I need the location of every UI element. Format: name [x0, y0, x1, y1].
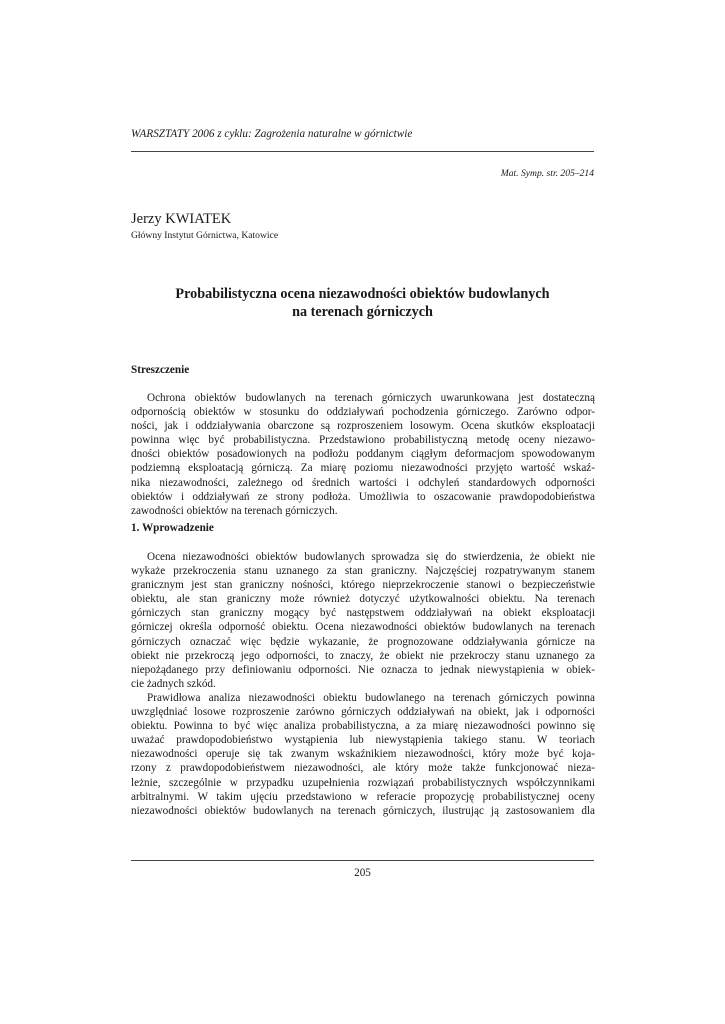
author-name: Jerzy KWIATEK — [131, 211, 232, 227]
title-line-2: na terenach górniczych — [292, 303, 433, 320]
footer-rule — [131, 860, 594, 861]
page-range-reference: Mat. Symp. str. 205–214 — [500, 168, 594, 179]
text-line: obiektów i oddziaływań ze strony podłoża. Umożliwia to oszacowanie prawdopodobieństwa — [131, 490, 595, 503]
abstract-paragraph — [131, 391, 595, 518]
text-line: uwzględniać losowe rozproszenie zarówno górniczych oddziaływań na obiekt, jak i odporności — [131, 706, 595, 719]
text-line: granicznym jest stan graniczny nośności, którego nieprzekroczenie stanowi o bezpieczeństwie — [131, 579, 595, 592]
text-line: podziemną eksploatacją górniczą. Za miarę poziomu niezawodności przyjęto wartość wskaź- — [131, 462, 595, 475]
text-line: obiektu, ale stan graniczny może również dotyczyć użytkowalności obiektu. Na terenach — [131, 593, 595, 606]
text-line: niezawodności obiektów budowlanych na terenach górniczych, ilustrując ją zastosowaniem dla — [131, 804, 595, 817]
text-line: górniczej określa odporność obiektu. Ocena niezawodności obiektów budowlanych na terenach — [131, 621, 595, 634]
page-number: 205 — [354, 867, 371, 879]
text-line: powinna więc być probabilistyczna. Przedstawiono probabilistyczną metodę oceny niezawo- — [131, 434, 595, 447]
introduction-body — [131, 550, 595, 818]
text-line: obiektu. Powinna to być więc analiza probabilistyczna, a za miarę niezawodności powinno się — [131, 720, 595, 733]
text-line: obiekt nie przekroczą jego odporności, to znaczy, że obiekt nie przekroczy stanu uznanego za — [131, 649, 595, 662]
text-line: niepożądanego przy definiowaniu odporności. Nie oznacza to jednak niewystąpienia w obiek- — [131, 663, 595, 676]
text-line: nika niezawodności, zależnego od średnich wartości i odchyleń standardowych odporności — [131, 476, 595, 489]
text-line: leżnie, szczególnie w przypadku uzupełnienia rozwiązań probabilistycznych współczynnikami — [131, 776, 595, 789]
abstract-heading: Streszczenie — [131, 364, 190, 376]
text-line: górniczych oznaczać więc będzie wykazanie, że prognozowane oddziaływania górnicze na — [131, 635, 595, 648]
title-line-1: Probabilistyczna ocena niezawodności obiektów budowlanych — [175, 286, 550, 302]
text-line: arbitralnymi. W takim ujęciu przedstawiono w referacie propozycję probabilistycznej oceny — [131, 790, 595, 803]
header-rule — [131, 151, 594, 152]
text-line: Ochrona obiektów budowlanych na terenach górniczych uwarunkowana jest dostateczną — [147, 392, 595, 404]
series-header: WARSZTATY 2006 z cyklu: Zagrożenia naturalne w górnictwie — [131, 128, 413, 140]
text-line: ności, jak i oddziaływania obarczone są rozproszeniem losowym. Ocena skutków eksploatacji — [131, 420, 595, 433]
text-line: dności obiektów posadowionych na podłożu poddanym ciągłym deformacjom spowodowanym — [131, 448, 595, 461]
text-line: zawodności obiektów na terenach górniczych. — [131, 504, 338, 517]
text-line: wykaże przekroczenia stanu uznanego za stan graniczny. Najczęściej rozpatrywanym stanem — [131, 565, 595, 578]
author-affiliation: Główny Instytut Górnictwa, Katowice — [131, 230, 279, 241]
text-line: Ocena niezawodności obiektów budowlanych sprowadza się do stwierdzenia, że obiekt nie — [147, 551, 595, 563]
paper-title — [131, 286, 594, 321]
text-line: uważać prawdopodobieństwo wystąpienia lub niewystąpienia takiego stanu. W teoriach — [131, 734, 595, 747]
text-line: Prawidłowa analiza niezawodności obiektu budowlanego na terenach górniczych powinna — [147, 691, 595, 704]
text-line: górniczych stan graniczny mogący być następstwem oddziaływań na obiekt eksploatacji — [131, 607, 595, 620]
text-line: niezawodności operuje się tak zwanym wskaźnikiem niezawodności, który może być koja- — [131, 748, 595, 761]
introduction-heading: 1. Wprowadzenie — [131, 522, 214, 534]
text-line: cie żadnych szkód. — [131, 677, 216, 690]
text-line: rzony z prawdopodobieństwem niezawodności, ale który może także funkcjonować nieza- — [131, 762, 595, 775]
text-line: odpornością obiektów w stosunku do oddziaływań pochodzenia górniczego. Zarówno odpor- — [131, 406, 595, 419]
